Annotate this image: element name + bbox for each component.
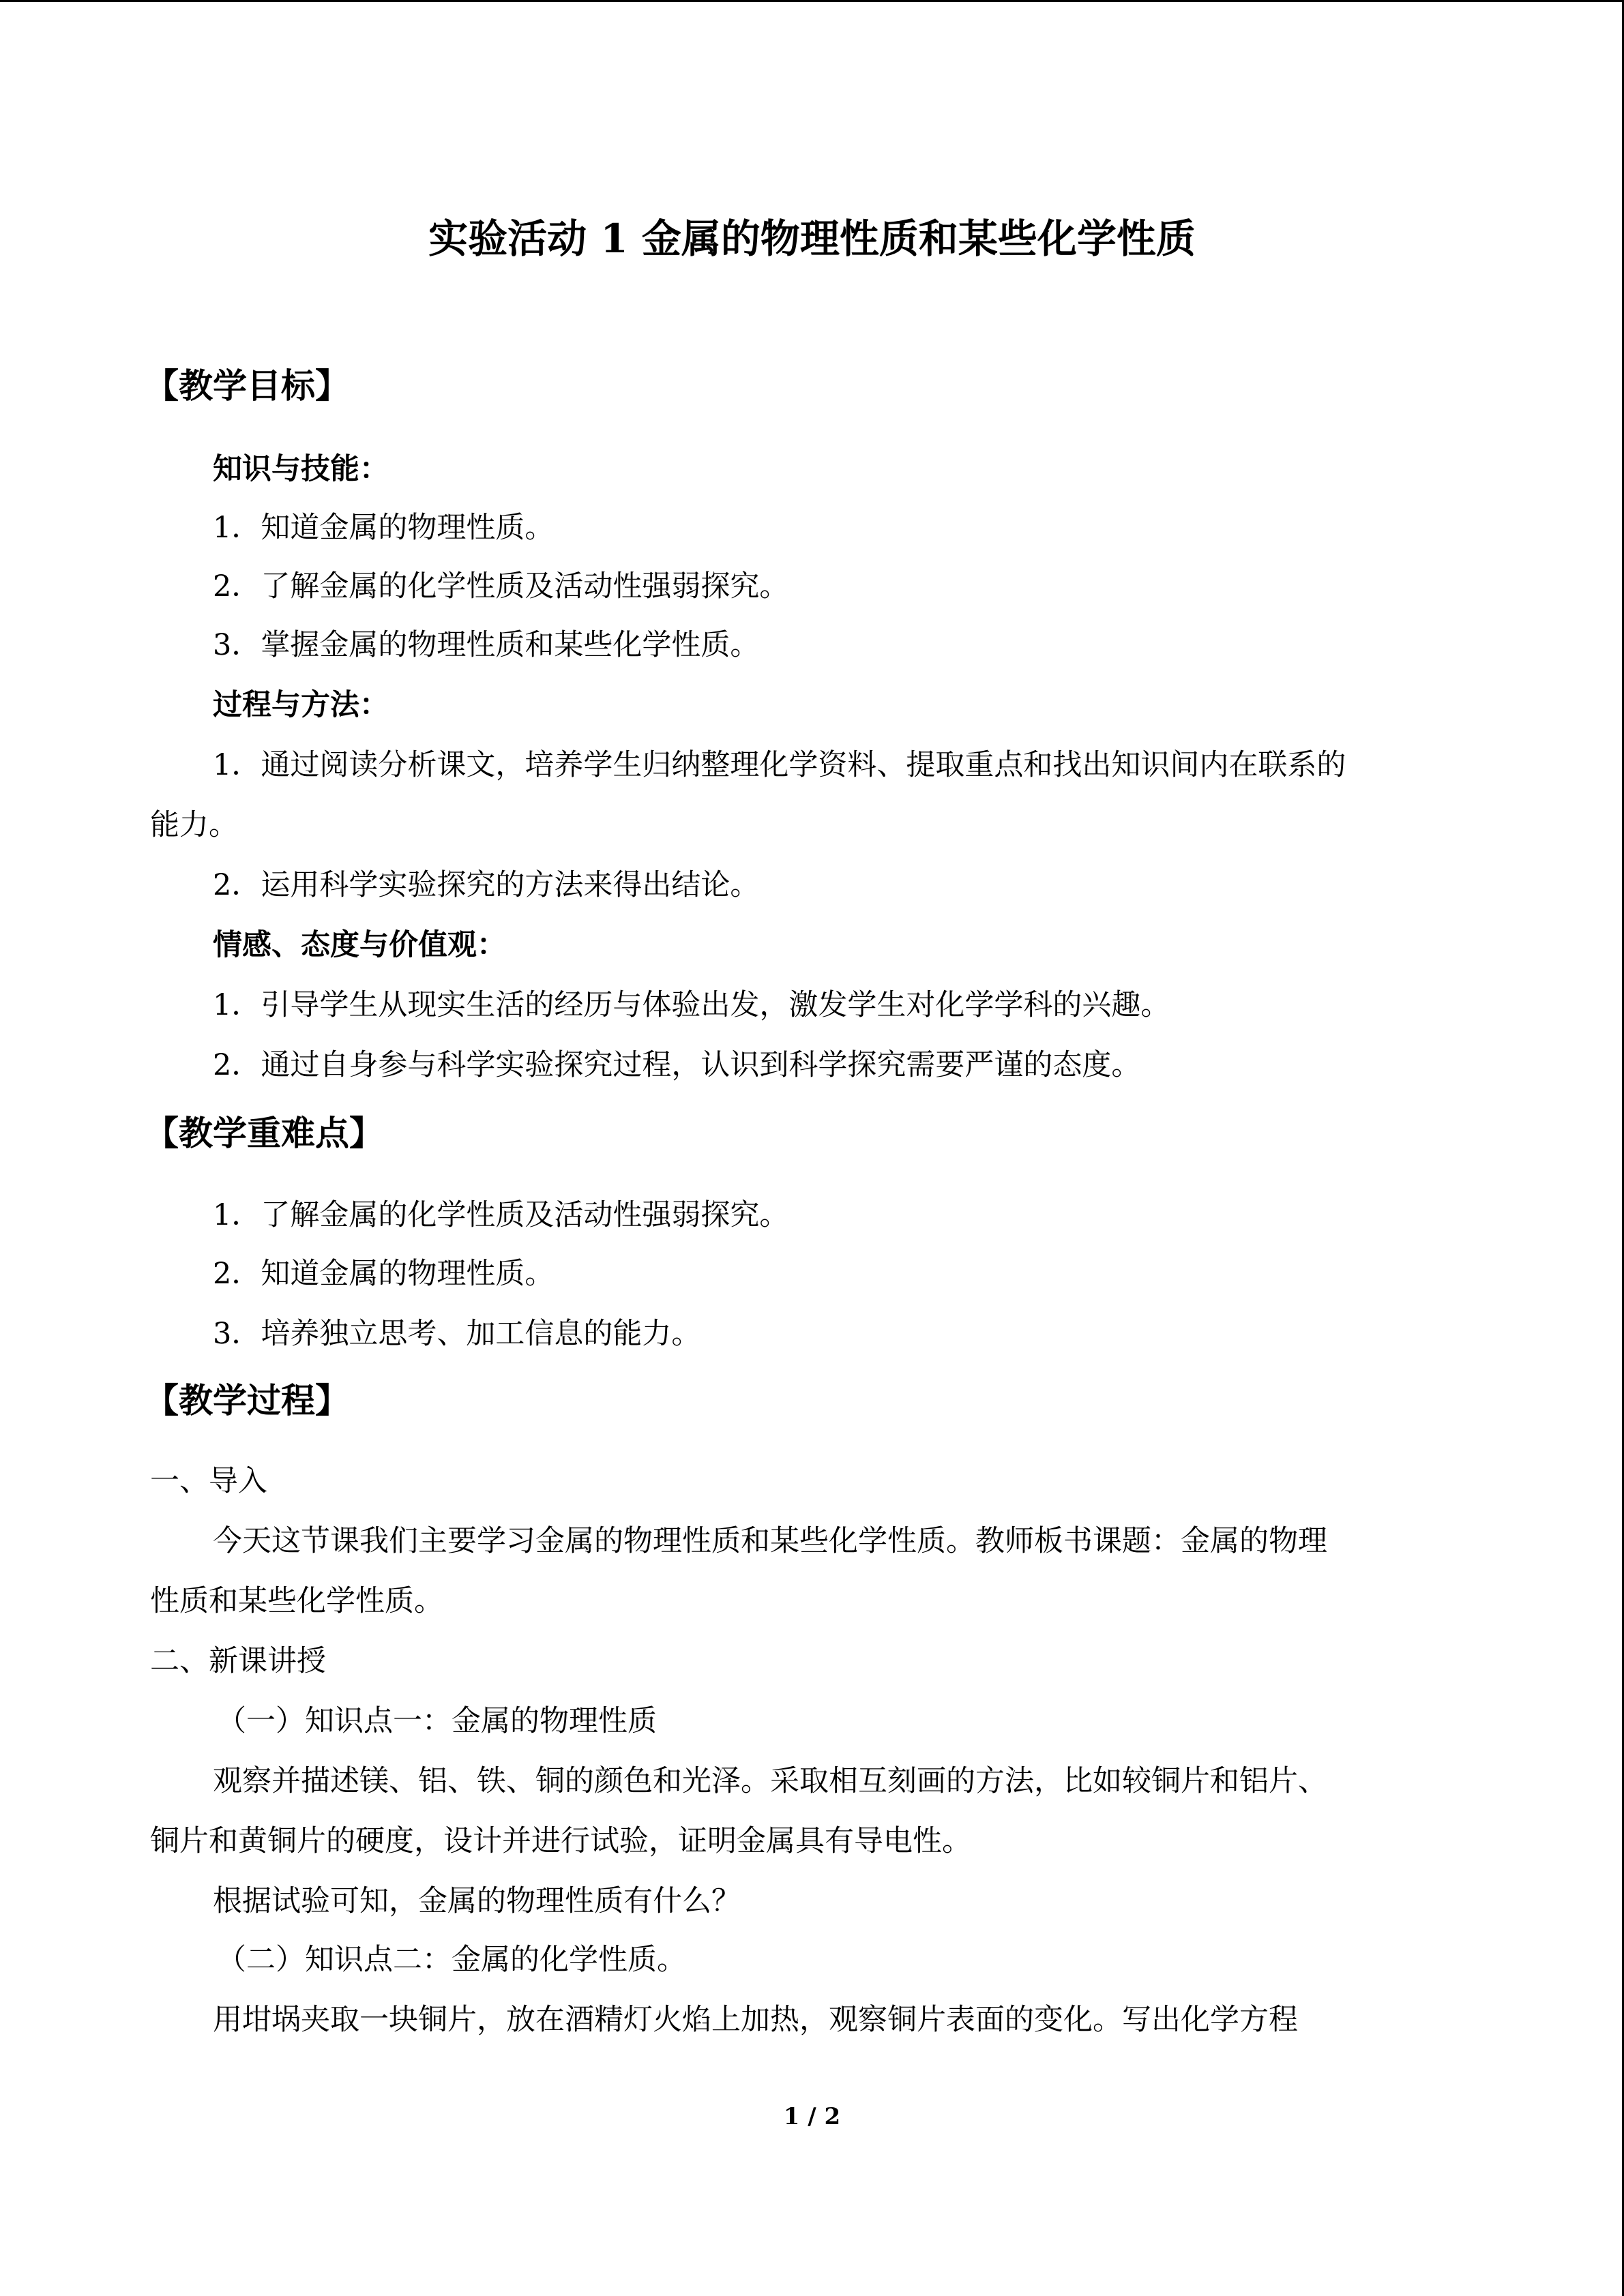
page-border-top [0, 0, 1624, 2]
section-heading-difficulties: 【教学重难点】 [145, 1113, 383, 1153]
subheading-emotion: 情感、态度与价值观： [213, 928, 506, 962]
section-heading-process: 【教学过程】 [145, 1380, 349, 1420]
point2-title: （二）知识点二：金属的化学性质。 [217, 1943, 686, 1977]
section-heading-goals: 【教学目标】 [145, 366, 349, 406]
document-title: 实验活动 1 金属的物理性质和某些化学性质 [428, 215, 1196, 262]
subheading-process: 过程与方法： [213, 688, 389, 722]
difficulty-item-1: 1．了解金属的化学性质及活动性强弱探究。 [213, 1198, 789, 1232]
process-item-1-line-2: 能力。 [150, 808, 238, 842]
point1-line-1: 观察并描述镁、铝、铁、铜的颜色和光泽。采取相互刻画的方法，比如较铜片和铝片、 [213, 1764, 1327, 1798]
point2-line-1: 用坩埚夹取一块铜片，放在酒精灯火焰上加热，观察铜片表面的变化。写出化学方程 [213, 2003, 1298, 2037]
knowledge-item-2: 2．了解金属的化学性质及活动性强弱探究。 [213, 569, 789, 603]
emotion-item-1: 1．引导学生从现实生活的经历与体验出发，激发学生对化学学科的兴趣。 [213, 988, 1170, 1022]
page-number: 1 / 2 [783, 2103, 841, 2130]
point1-line-2: 铜片和黄铜片的硬度，设计并进行试验，证明金属具有导电性。 [150, 1824, 971, 1858]
knowledge-item-1: 1．知道金属的物理性质。 [213, 511, 555, 545]
subheading-knowledge: 知识与技能： [213, 452, 389, 486]
intro-line-1: 今天这节课我们主要学习金属的物理性质和某些化学性质。教师板书课题：金属的物理 [213, 1524, 1327, 1558]
knowledge-item-3: 3．掌握金属的物理性质和某些化学性质。 [213, 628, 760, 662]
point1-title: （一）知识点一：金属的物理性质 [217, 1704, 657, 1738]
point1-question: 根据试验可知，金属的物理性质有什么？ [213, 1884, 741, 1918]
process-item-2: 2．运用科学实验探究的方法来得出结论。 [213, 868, 760, 902]
intro-line-2: 性质和某些化学性质。 [150, 1584, 443, 1618]
new-lesson-title: 二、新课讲授 [150, 1644, 326, 1678]
emotion-item-2: 2．通过自身参与科学实验探究过程，认识到科学探究需要严谨的态度。 [213, 1048, 1141, 1082]
difficulty-item-3: 3．培养独立思考、加工信息的能力。 [213, 1317, 701, 1351]
intro-title: 一、导入 [150, 1464, 267, 1498]
process-item-1-line-1: 1．通过阅读分析课文，培养学生归纳整理化学资料、提取重点和找出知识间内在联系的 [213, 748, 1346, 782]
difficulty-item-2: 2．知道金属的物理性质。 [213, 1257, 555, 1291]
